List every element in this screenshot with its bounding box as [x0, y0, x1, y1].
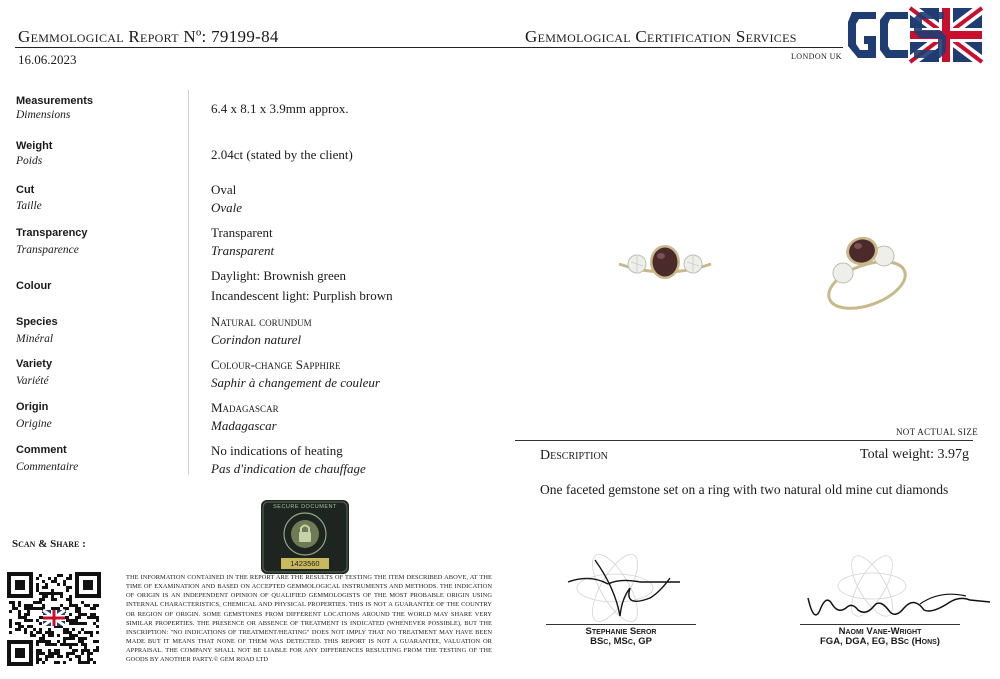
hologram-number: 1423560 [290, 559, 320, 568]
header-divider [15, 47, 843, 48]
cut-label-fr: Taille [16, 200, 42, 212]
qr-code-icon[interactable] [5, 570, 103, 668]
description-text: One faceted gemstone set on a ring with two natural old mine cut diamonds [540, 482, 949, 497]
origin-value: Madagascar [211, 400, 279, 415]
report-title: Gemmological Report Nº: 79199-84 [18, 27, 279, 46]
signatory-credentials-seror: BSc, MSc, GP [590, 636, 652, 647]
disclaimer-text: THE INFORMATION CONTAINED IN THE REPORT ARE THE RESULTS OF TESTING THE ITEM DESCRIBED ABOVE, AT THE TIME OF EXAMINATION AND BASED ON ACCEPTED GEMMOLOGICAL INSTRUMENTS AND METHODS. THE INDICATION OF ORIGIN IS AN INDEPENDENT OPINION OF QUALIFIED GEMMOLOGISTS OF THE MOST PROBABLE ORIGIN USING INTERNAL CHARACTERISTICS, CHEMICAL AND PHYSICAL PROPERTIES. THIS IS NOT A GUARANTEE OF THE COUNTRY OR REGION OF ORIGIN. SOME GEMSTONES FROM DIFFERENT LOCATIONS AROUND THE WORLD MAY SHARE VERY SIMILAR PROPERTIES. THE PRESENCE OR ABSENCE OF TREATMENT IS INDICATED (WHENEVER POSSIBLE), BUT THE INSCRIPTION: "NO INDICATIONS OF TREATMENT/HEATING" DOES NOT IMPLY THAT NO TREATMENT MAY HAVE BEEN MADE BUT IT MEANS THAT NONE OF THEM WAS DETECTED. THIS REPORT IS NOT A GUARANTEE, VALUATION OR APPRAISAL. THE COMPANY SHALL NOT BE LIABLE FOR ANY DIFFERENCES RESULTING FROM THE TESTING OF THE GOODS BY ANOTHER PARTY.© GEM ROAD LTD [126, 574, 492, 664]
weight-value: 2.04ct (stated by the client) [211, 147, 353, 162]
signatory-name-vane-wright: Naomi Vane-Wright [838, 626, 922, 637]
origin-value-fr: Madagascar [211, 418, 277, 433]
species-label: Species [16, 316, 58, 328]
species-label-fr: Minéral [16, 333, 54, 345]
comment-value-fr: Pas d'indication de chauffage [211, 461, 366, 476]
comment-label-fr: Commentaire [16, 461, 79, 473]
description-label: Description [540, 448, 608, 463]
comment-label: Comment [16, 444, 67, 456]
measurements-label: Measurements [16, 95, 94, 107]
hologram-text: SECURE DOCUMENT [273, 504, 337, 510]
fields-divider [188, 90, 189, 475]
company-name: Gemmological Certification Services [525, 27, 797, 46]
gcs-logo-icon [846, 4, 986, 64]
origin-label: Origin [16, 401, 49, 413]
colour-label: Colour [16, 280, 52, 292]
weight-label: Weight [16, 140, 53, 152]
variety-label: Variety [16, 358, 53, 370]
variety-value-fr: Saphir à changement de couleur [211, 375, 380, 390]
hologram-seal [261, 500, 349, 574]
transparency-value: Transparent [211, 225, 273, 240]
company-location: LONDON UK [791, 52, 842, 61]
signature-vane-wright [800, 550, 996, 628]
signature-line-vane-wright [800, 624, 960, 625]
transparency-label: Transparency [16, 227, 88, 239]
ring-photo-angled [812, 225, 912, 315]
variety-value: Colour-change Sapphire [211, 357, 341, 372]
comment-value: No indications of heating [211, 443, 343, 458]
report-date: 16.06.2023 [18, 52, 77, 67]
total-weight: Total weight: 3.97g [860, 447, 970, 462]
cut-value-fr: Ovale [211, 200, 243, 215]
description-divider [515, 440, 973, 441]
signatory-name-seror: Stephanie Seror [585, 626, 657, 637]
weight-label-fr: Poids [16, 155, 43, 167]
transparency-value-fr: Transparent [211, 243, 275, 258]
colour-daylight-value: Daylight: Brownish green [211, 268, 347, 283]
cut-label: Cut [16, 184, 35, 196]
ring-photo-front [615, 236, 715, 286]
species-value: Natural corundum [211, 314, 312, 329]
origin-label-fr: Origine [16, 418, 52, 430]
signatory-credentials-vane-wright: FGA, DGA, EG, BSc (Hons) [820, 636, 940, 647]
species-value-fr: Corindon naturel [211, 332, 302, 347]
not-actual-size-note: NOT ACTUAL SIZE [896, 427, 978, 437]
scan-share-label: Scan & Share : [12, 538, 86, 550]
signature-line-seror [546, 624, 696, 625]
measurements-label-fr: Dimensions [16, 109, 71, 121]
variety-label-fr: Variété [16, 375, 49, 387]
measurements-value: 6.4 x 8.1 x 3.9mm approx. [211, 101, 349, 116]
cut-value: Oval [211, 182, 237, 197]
signature-seror [560, 548, 700, 628]
colour-incandescent-value: Incandescent light: Purplish brown [211, 288, 393, 303]
transparency-label-fr: Transparence [16, 244, 79, 256]
